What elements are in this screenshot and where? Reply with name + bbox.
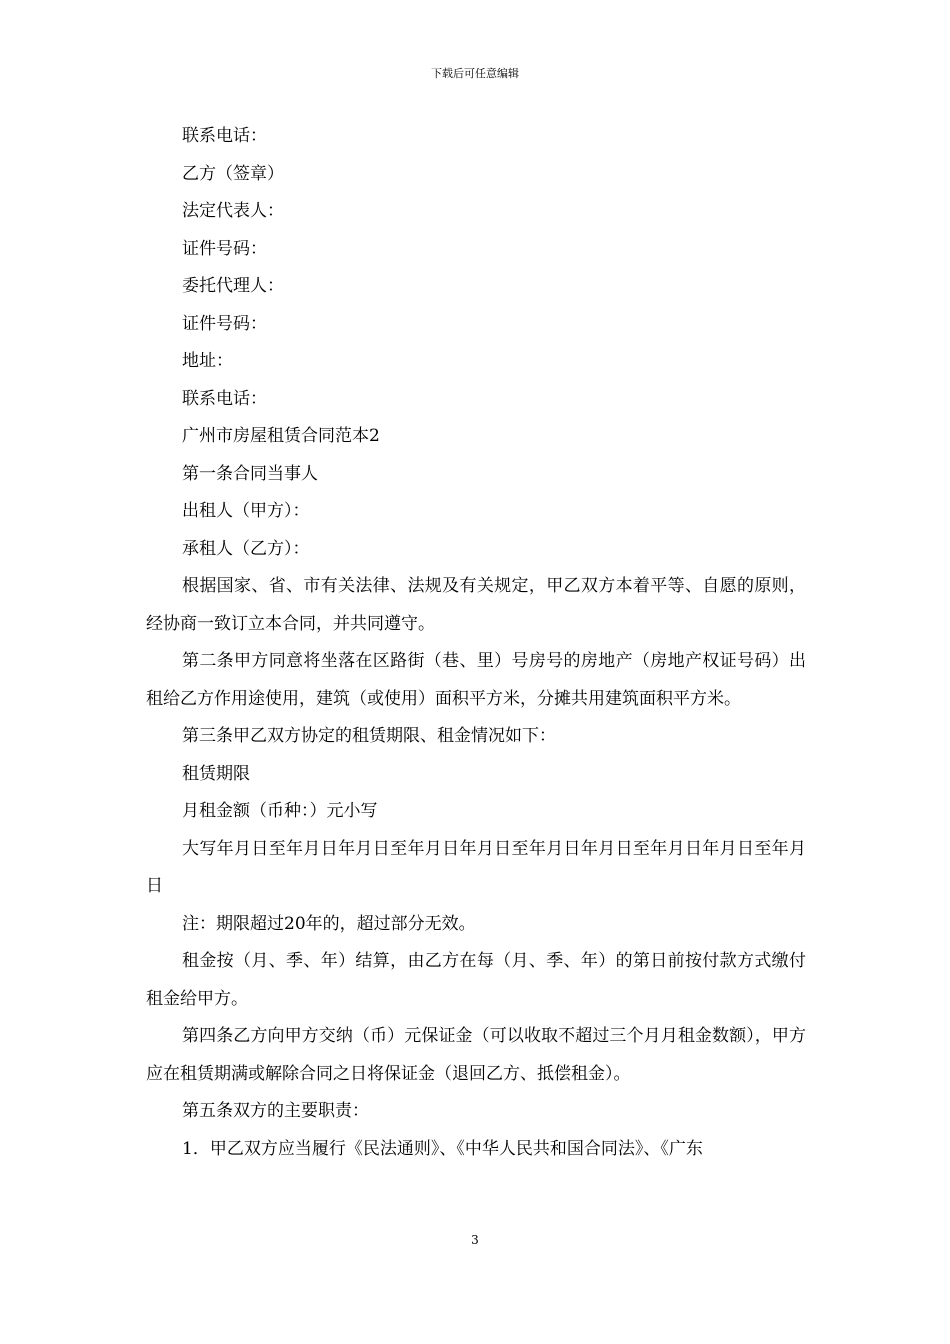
paragraph-article-5: 第五条双方的主要职责： [182,1101,369,1121]
paragraph-monthly-rent: 月租金额（币种：）元小写 [182,801,378,821]
page-header: 下载后可任意编辑 [431,67,519,80]
paragraph-duty-1: 1．甲乙双方应当履行《民法通则》、《中华人民共和国合同法》、《广东 [182,1138,703,1159]
paragraph-legal-representative: 法定代表人： [182,201,284,221]
paragraph-preamble: 根据国家、省、市有关法律、法规及有关规定，甲乙双方本着平等、自愿的原则，经协商一致订立本合同，并共同遵守。 [146,576,806,634]
paragraph-party-b-seal: 乙方（签章） [182,163,284,184]
paragraph-article-3: 第三条甲乙双方协定的租赁期限、租金情况如下： [182,726,556,746]
document-body [146,118,806,1168]
paragraph-article-4: 第四条乙方向甲方交纳（币）元保证金（可以收取不超过三个月月租金数额），甲方应在租赁期满或解除合同之日将保证金（退回乙方、抵偿租金）。 [146,1026,806,1084]
paragraph-id-number-1: 证件号码： [182,238,267,259]
paragraph-contact-phone-1: 联系电话： [182,126,267,146]
paragraph-article-2: 第二条甲方同意将坐落在区路街（巷、里）号房号的房地产（房地产权证号码）出租给乙方作用途使用，建筑（或使用）面积平方米，分摊共用建筑面积平方米。 [146,651,806,709]
paragraph-term-note: 注：期限超过20年的，超过部分无效。 [182,913,476,934]
paragraph-authorized-agent: 委托代理人： [182,276,284,296]
paragraph-address: 地址： [182,351,233,371]
paragraph-date-ranges: 大写年月日至年月日年月日至年月日年月日至年月日年月日至年月日年月日至年月日 [146,838,806,896]
paragraph-lessee: 承租人（乙方）： [182,538,310,559]
paragraph-lease-term: 租赁期限 [182,763,250,784]
paragraph-id-number-2: 证件号码： [182,313,267,334]
page-number: 3 [471,1233,479,1247]
paragraph-lessor: 出租人（甲方）： [182,501,310,521]
paragraph-contract-title: 广州市房屋租赁合同范本2 [182,426,380,446]
paragraph-rent-settlement: 租金按（月、季、年）结算，由乙方在每（月、季、年）的第日前按付款方式缴付租金给甲方。 [146,951,806,1009]
paragraph-contact-phone-2: 联系电话： [182,388,267,409]
paragraph-article-1: 第一条合同当事人 [182,463,318,484]
